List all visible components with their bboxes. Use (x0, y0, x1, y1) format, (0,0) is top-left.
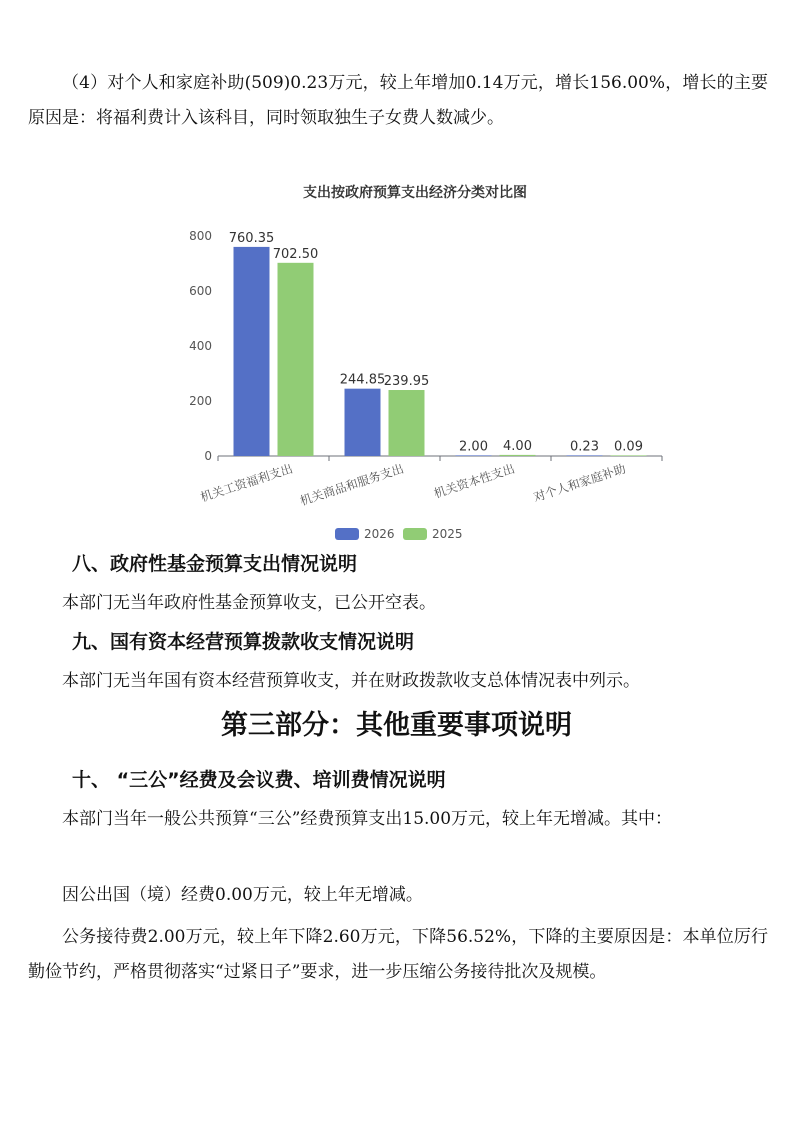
y-tick-label: 600 (189, 284, 212, 298)
legend-label: 2026 (364, 527, 395, 541)
section-9-title: 九、国有资本经营预算拨款收支情况说明 (72, 631, 415, 653)
y-tick-label: 800 (189, 229, 212, 243)
data-label: 0.23 (570, 439, 599, 455)
expenditure-comparison-chart (150, 178, 680, 550)
section-10-title: 十、 “三公”经费及会议费、培训费情况说明 (72, 769, 446, 791)
data-label: 4.00 (503, 438, 532, 454)
bar-2025-3 (611, 455, 647, 456)
data-label: 2.00 (459, 439, 488, 455)
legend-label: 2025 (432, 527, 463, 541)
bar-2025-2 (500, 455, 536, 456)
bar-2025-0 (278, 263, 314, 456)
bar-2026-2 (456, 455, 492, 456)
section-10-text-1: 本部门当年一般公共预算“三公”经费预算支出15.00万元，较上年无增减。其中： (62, 809, 673, 829)
section-8-title: 八、政府性基金预算支出情况说明 (72, 553, 358, 575)
y-tick-label: 0 (204, 449, 212, 463)
paragraph-personal-family-subsidy: （4）对个人和家庭补助(509)0.23万元，较上年增加0.14万元，增长156.00%，增长的主要原因是：将福利费计入该科目，同时领取独生子女费人数减少。 (28, 73, 768, 128)
data-label: 244.85 (339, 372, 386, 388)
section-9-text: 本部门无当年国有资本经营预算收支，并在财政拨款收支总体情况表中列示。 (62, 671, 640, 691)
bar-2026-0 (234, 247, 270, 456)
section-10-text-3: 公务接待费2.00万元，较上年下降2.60万元，下降56.52%，下降的主要原因是：本单位厉行勤俭节约，严格贯彻落实“过紧日子”要求，进一步压缩公务接待批次及规模。 (28, 927, 768, 982)
bar-2025-1 (389, 390, 425, 456)
x-tick-label: 对个人和家庭补助 (531, 461, 628, 505)
section-10-text-2: 因公出国（境）经费0.00万元，较上年无增减。 (62, 885, 423, 905)
data-label: 239.95 (383, 374, 430, 390)
data-label: 760.35 (228, 230, 275, 246)
bar-2026-1 (345, 389, 381, 456)
part-3-title: 第三部分：其他重要事项说明 (221, 710, 572, 741)
x-tick-label: 机关商品和服务支出 (298, 461, 406, 509)
legend-swatch-2025 (403, 528, 427, 540)
legend-swatch-2026 (335, 528, 359, 540)
x-tick-label: 机关资本性支出 (432, 461, 517, 501)
x-tick-label: 机关工资福利支出 (198, 461, 295, 505)
bar-2026-3 (567, 455, 603, 456)
y-tick-label: 400 (189, 339, 212, 353)
chart-title: 支出按政府预算支出经济分类对比图 (303, 185, 527, 201)
section-8-text: 本部门无当年政府性基金预算收支，已公开空表。 (62, 593, 436, 613)
y-tick-label: 200 (189, 394, 212, 408)
data-label: 702.50 (272, 246, 319, 262)
chart-svg (150, 178, 680, 550)
data-label: 0.09 (614, 439, 643, 455)
